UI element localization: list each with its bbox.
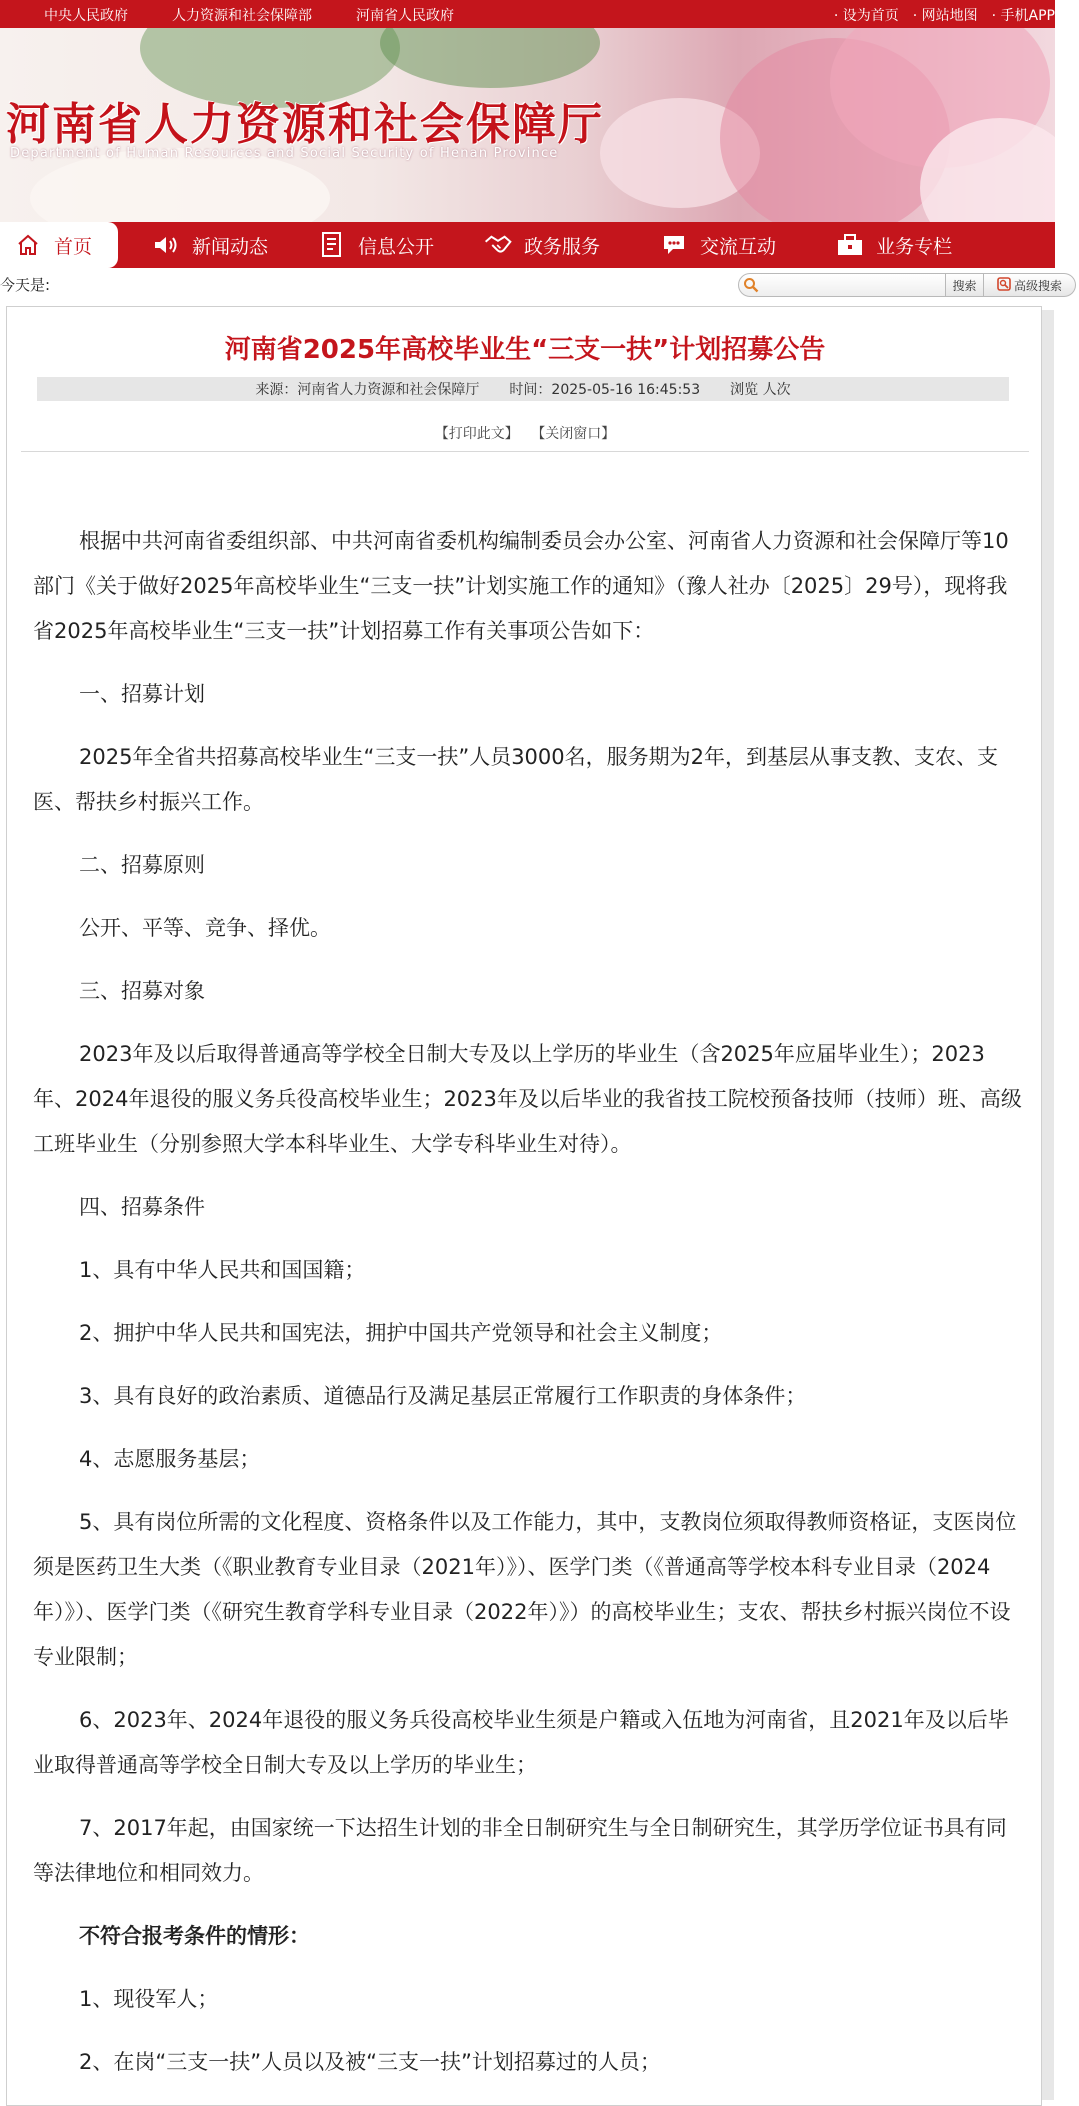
- site-banner: [0, 28, 1055, 222]
- section-heading: 二、招募原则: [79, 853, 205, 877]
- section-heading: 三、招募对象: [79, 979, 205, 1003]
- nav-item-business-column[interactable]: [836, 222, 952, 268]
- link-central-government[interactable]: 中央人民政府: [44, 8, 128, 24]
- list-item: 6、2023年、2024年退役的服义务兵役高校毕业生须是户籍或入伍地为河南省，且2021年及以后毕业取得普通高等学校全日制大专及以上学历的毕业生；: [33, 1708, 1009, 1777]
- paragraph: 根据中共河南省委组织部、中共河南省委机构编制委员会办公室、河南省人力资源和社会保障厅等10部门《关于做好2025年高校毕业生“三支一扶”计划实施工作的通知》（豫人社办〔2025〕29号），现将我省2025年高校毕业生“三支一扶”计划招募工作有关事项公告如下：: [33, 529, 1009, 643]
- article-meta: [37, 377, 1009, 401]
- list-item: 5、具有岗位所需的文化程度、资格条件以及工作能力，其中，支教岗位须取得教师资格证，支医岗位须是医药卫生大类（《职业教育专业目录（2021年）》）、医学门类（《普通高等学校本科专业目录（2024年）》）、医学门类（《研究生教育学科专业目录（2022年）》）的高校毕业生；支农、帮扶乡村振兴岗位不设专业限制；: [33, 1510, 1017, 1669]
- divider: [21, 451, 1029, 452]
- link-ministry-hrss[interactable]: 人力资源和社会保障部: [172, 8, 312, 24]
- advanced-search-label: 高级搜索: [1013, 278, 1062, 293]
- nav-label: 新闻动态: [192, 235, 269, 258]
- top-links-right: [834, 5, 1055, 25]
- handshake-icon: [484, 231, 512, 259]
- close-window-link[interactable]: 【关闭窗口】: [531, 426, 616, 442]
- banner-decoration: [380, 28, 600, 88]
- paragraph: 公开、平等、竞争、择优。: [79, 916, 331, 940]
- home-icon: [14, 231, 42, 259]
- today-label: 今天是:: [0, 276, 51, 294]
- top-links-left: [44, 5, 454, 25]
- article-source: 来源：河南省人力资源和社会保障厅: [255, 382, 480, 398]
- list-item: 1、具有中华人民共和国国籍；: [79, 1258, 366, 1282]
- speaker-icon: [152, 231, 180, 259]
- article-tools: [7, 423, 1043, 443]
- nav-item-interaction[interactable]: [660, 222, 776, 268]
- section-heading: 四、招募条件: [79, 1195, 205, 1219]
- chat-icon: [660, 231, 688, 259]
- search-icon: [743, 277, 759, 296]
- list-item: 4、志愿服务基层；: [79, 1447, 261, 1471]
- nav-item-news[interactable]: [152, 222, 268, 268]
- section-heading: 一、招募计划: [79, 682, 205, 706]
- list-item: 7、2017年起，由国家统一下达招生计划的非全日制研究生与全日制研究生，其学历学位证书具有同等法律地位和相同效力。: [33, 1816, 1007, 1885]
- article-body: [33, 519, 1023, 2103]
- link-set-homepage[interactable]: · 设为首页: [834, 5, 899, 25]
- top-link-bar: [0, 0, 1055, 28]
- article-views: 浏览 人次: [730, 382, 791, 398]
- document-icon: [318, 231, 346, 259]
- paragraph: 2023年及以后取得普通高等学校全日制大专及以上学历的毕业生（含2025年应届毕业生）；2023年、2024年退役的服义务兵役高校毕业生；2023年及以后毕业的我省技工院校预备技师（技师）班、高级工班毕业生（分别参照大学本科毕业生、大学专科毕业生对待）。: [33, 1042, 1022, 1156]
- nav-item-info-disclosure[interactable]: [318, 222, 434, 268]
- list-item: 3、具有良好的政治素质、道德品行及满足基层正常履行工作职责的身体条件；: [79, 1384, 807, 1408]
- advanced-search-icon: [997, 277, 1011, 294]
- advanced-search-button[interactable]: [984, 273, 1076, 297]
- nav-label: 首页: [54, 235, 93, 258]
- search-input[interactable]: [738, 273, 946, 297]
- nav-item-home[interactable]: [0, 222, 118, 268]
- link-mobile-app[interactable]: · 手机APP: [992, 5, 1055, 25]
- print-link[interactable]: 【打印此文】: [434, 426, 519, 442]
- link-henan-government[interactable]: 河南省人民政府: [356, 8, 454, 24]
- article-time: 时间：2025-05-16 16:45:53: [509, 382, 701, 398]
- ineligible-heading: 不符合报考条件的情形：: [79, 1924, 310, 1948]
- panel-shadow: [1042, 310, 1054, 2100]
- main-nav: [0, 222, 1055, 268]
- nav-label: 业务专栏: [876, 235, 953, 258]
- nav-label: 政务服务: [524, 235, 601, 258]
- link-sitemap[interactable]: · 网站地图: [913, 5, 978, 25]
- site-title[interactable]: 河南省人力资源和社会保障厅: [6, 99, 604, 150]
- list-item: 1、现役军人；: [79, 1987, 219, 2011]
- site-subtitle: Department of Human Resources and Social Security of Henan Province: [10, 146, 559, 161]
- list-item: 2、拥护中华人民共和国宪法，拥护中国共产党领导和社会主义制度；: [79, 1321, 723, 1345]
- nav-item-gov-services[interactable]: [484, 222, 600, 268]
- article-panel: [6, 306, 1042, 2106]
- briefcase-icon: [836, 231, 864, 259]
- paragraph: 2025年全省共招募高校毕业生“三支一扶”人员3000名，服务期为2年，到基层从事支教、支农、支医、帮扶乡村振兴工作。: [33, 745, 999, 814]
- nav-label: 信息公开: [358, 235, 435, 258]
- search-bar: [738, 273, 1076, 297]
- article-title: 河南省2025年高校毕业生“三支一扶”计划招募公告: [224, 335, 826, 365]
- nav-label: 交流互动: [700, 235, 777, 258]
- list-item: 2、在岗“三支一扶”人员以及被“三支一扶”计划招募过的人员；: [79, 2050, 661, 2074]
- search-button[interactable]: 搜索: [946, 273, 984, 297]
